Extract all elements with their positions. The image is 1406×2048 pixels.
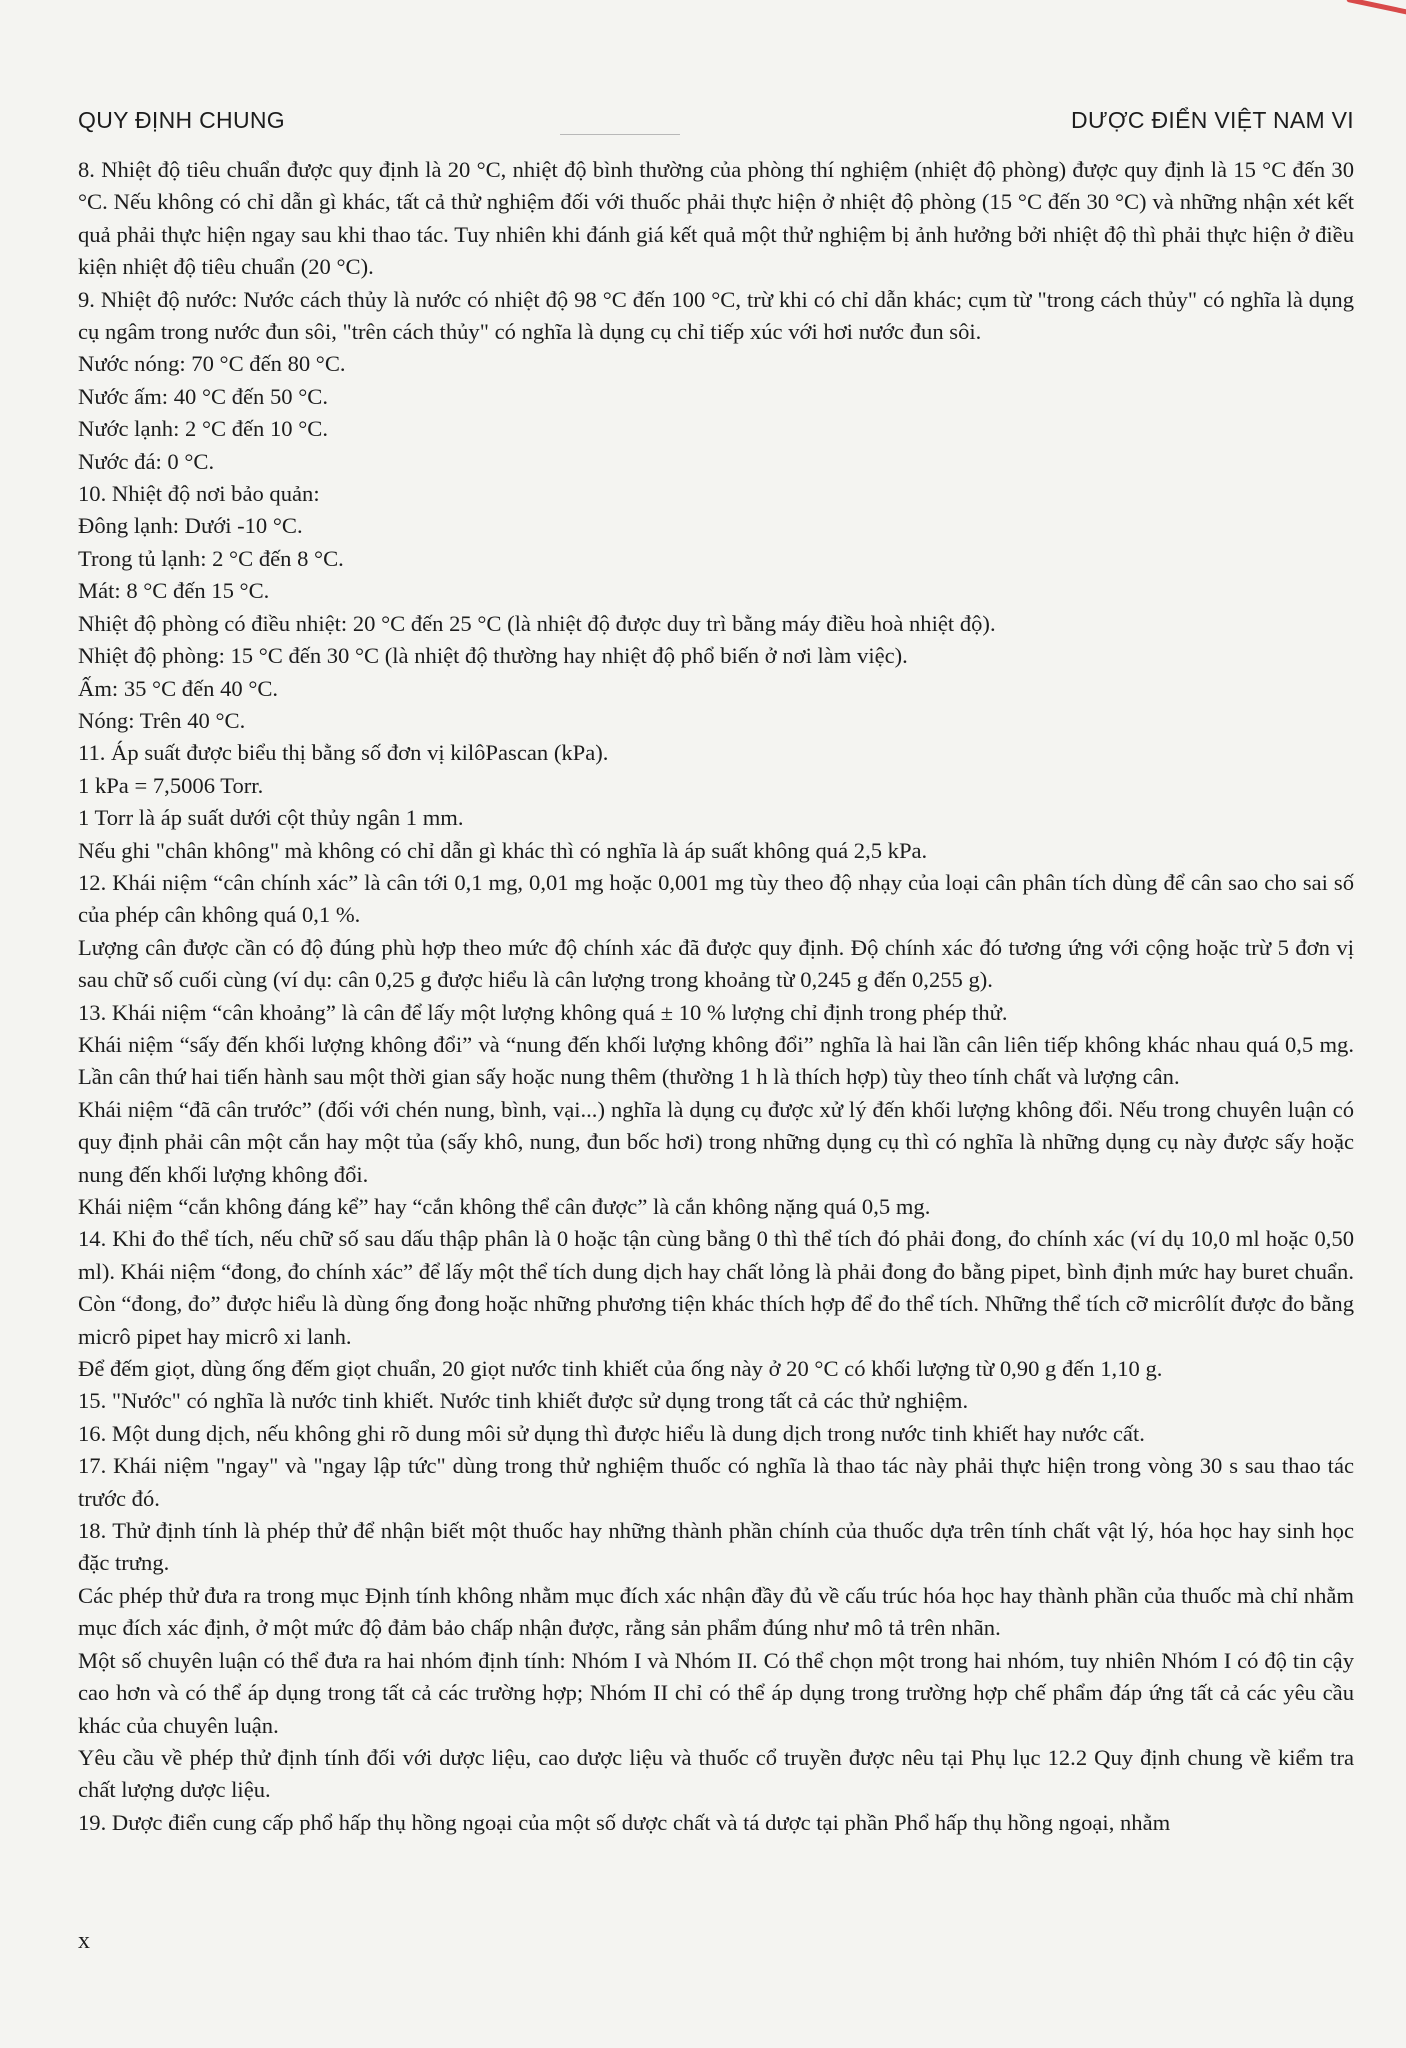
running-header (78, 100, 1354, 134)
paragraph: Để đếm giọt, dùng ống đếm giọt chuẩn, 20 giọt nước tinh khiết của ống này ở 20 °C có khối lượng từ 0,90 g đến 1,10 g. (78, 1356, 1163, 1382)
paragraph: Nước đá: 0 °C. (78, 448, 215, 474)
paragraph: Mát: 8 °C đến 15 °C. (78, 578, 270, 604)
paragraph: Các phép thử đưa ra trong mục Định tính không nhằm mục đích xác nhận đầy đủ về cấu trúc hóa học hay thành phần của thuốc mà chỉ nhằm mục đích xác định, ở một mức độ đảm bảo chấp nhận được, rằng sản phẩm đúng như mô tả trên nhãn. (78, 1582, 1354, 1641)
paragraph: Khái niệm “đã cân trước” (đối với chén nung, bình, vại...) nghĩa là dụng cụ được xử lý đến khối lượng không đổi. Nếu trong chuyên luận có quy định phải cân một cắn hay một tủa (sấy khô, nung, đun bốc hơi) trong những dụng cụ thì có nghĩa là những dụng cụ này được sấy hoặc nung đến khối lượng không đổi. (78, 1096, 1354, 1187)
paragraph: Trong tủ lạnh: 2 °C đến 8 °C. (78, 545, 344, 571)
paragraph: Ấm: 35 °C đến 40 °C. (78, 675, 279, 701)
page-number: x (78, 1928, 90, 1954)
paragraph: 19. Dược điển cung cấp phổ hấp thụ hồng ngoại của một số dược chất và tá dược tại phần Phổ hấp thụ hồng ngoại, nhằm (78, 1809, 1171, 1835)
paragraph: Khái niệm “sấy đến khối lượng không đổi” và “nung đến khối lượng không đổi” nghĩa là hai lần cân liên tiếp không khác nhau quá 0,5 mg. Lần cân thứ hai tiến hành sau một thời gian sấy hoặc nung thêm (thường 1 h là thích hợp) tùy theo tính chất và lượng cân. (78, 1031, 1354, 1090)
document-page (78, 100, 1354, 1839)
paragraph: Nếu ghi "chân không" mà không có chỉ dẫn gì khác thì có nghĩa là áp suất không quá 2,5 kPa. (78, 837, 928, 863)
paragraph: 13. Khái niệm “cân khoảng” là cân để lấy một lượng không quá ± 10 % lượng chỉ định trong phép thử. (78, 999, 1008, 1025)
header-rule (560, 134, 680, 135)
paragraph: Lượng cân được cần có độ đúng phù hợp theo mức độ chính xác đã được quy định. Độ chính xác đó tương ứng với cộng hoặc trừ 5 đơn vị sau chữ số cuối cùng (ví dụ: cân 0,25 g được hiểu là cân lượng trong khoảng từ 0,245 g đến 0,255 g). (78, 934, 1354, 993)
paragraph: Khái niệm “cắn không đáng kể” hay “cắn không thể cân được” là cắn không nặng quá 0,5 mg. (78, 1194, 931, 1219)
paragraph: 15. "Nước" có nghĩa là nước tinh khiết. Nước tinh khiết được sử dụng trong tất cả các thử nghiệm. (78, 1388, 969, 1414)
paragraph: 14. Khi đo thể tích, nếu chữ số sau dấu thập phân là 0 hoặc tận cùng bằng 0 thì thể tích đó phải đong, đo chính xác (ví dụ 10,0 ml hoặc 0,50 ml). Khái niệm “đong, đo chính xác” để lấy một thể tích dung dịch hay chất lỏng là phải đong đo bằng pipet, bình định mức hay buret chuẩn. Còn “đong, đo” được hiểu là dùng ống đong hoặc những phương tiện khác thích hợp để đo thể tích. Những thể tích cỡ micrôlít được đo bằng micrô pipet hay micrô xi lanh. (78, 1226, 1354, 1349)
paragraph: Nóng: Trên 40 °C. (78, 707, 246, 733)
header-book-title: DƯỢC ĐIỂN VIỆT NAM VI (1071, 107, 1354, 133)
paragraph: Nhiệt độ phòng: 15 °C đến 30 °C (là nhiệt độ thường hay nhiệt độ phổ biến ở nơi làm việc). (78, 643, 908, 669)
corner-scan-mark (1346, 0, 1406, 24)
header-section-title: QUY ĐỊNH CHUNG (78, 107, 285, 133)
paragraph: 12. Khái niệm “cân chính xác” là cân tới 0,1 mg, 0,01 mg hoặc 0,001 mg tùy theo độ nhạy của loại cân phân tích dùng để cân sao cho sai số của phép cân không quá 0,1 %. (78, 869, 1354, 928)
paragraph: Yêu cầu về phép thử định tính đối với dược liệu, cao dược liệu và thuốc cổ truyền được nêu tại Phụ lục 12.2 Quy định chung về kiểm tra chất lượng dược liệu. (78, 1744, 1354, 1803)
paragraph: 8. Nhiệt độ tiêu chuẩn được quy định là 20 °C, nhiệt độ bình thường của phòng thí nghiệm (nhiệt độ phòng) được quy định là 15 °C đến 30 °C. Nếu không có chỉ dẫn gì khác, tất cả thử nghiệm đối với thuốc phải thực hiện ở nhiệt độ phòng (15 °C đến 30 °C) và những nhận xét kết quả phải thực hiện ngay sau khi thao tác. Tuy nhiên khi đánh giá kết quả một thử nghiệm bị ảnh hưởng bởi nhiệt độ thì phải thực hiện ở điều kiện nhiệt độ tiêu chuẩn (20 °C). (78, 157, 1354, 280)
paragraph: 10. Nhiệt độ nơi bảo quản: (78, 481, 320, 507)
paragraph: 9. Nhiệt độ nước: Nước cách thủy là nước có nhiệt độ 98 °C đến 100 °C, trừ khi có chỉ dẫn khác; cụm từ "trong cách thủy" có nghĩa là dụng cụ ngâm trong nước đun sôi, "trên cách thủy" có nghĩa là dụng cụ chỉ tiếp xúc với hơi nước đun sôi. (78, 286, 1354, 345)
paragraph: Nước ấm: 40 °C đến 50 °C. (78, 383, 328, 409)
paragraph: Nước nóng: 70 °C đến 80 °C. (78, 351, 346, 377)
paragraph: 1 kPa = 7,5006 Torr. (78, 772, 264, 798)
paragraph: Nhiệt độ phòng có điều nhiệt: 20 °C đến 25 °C (là nhiệt độ được duy trì bằng máy điều hoà nhiệt độ). (78, 610, 996, 636)
paragraph: Đông lạnh: Dưới -10 °C. (78, 513, 303, 539)
paragraph: Nước lạnh: 2 °C đến 10 °C. (78, 416, 328, 442)
paragraph: 18. Thử định tính là phép thử để nhận biết một thuốc hay những thành phần chính của thuốc dựa trên tính chất vật lý, hóa học hay sinh học đặc trưng. (78, 1518, 1354, 1576)
paragraph: Một số chuyên luận có thể đưa ra hai nhóm định tính: Nhóm I và Nhóm II. Có thể chọn một trong hai nhóm, tuy nhiên Nhóm I có độ tin cậy cao hơn và có thể áp dụng trong tất cả các trường hợp; Nhóm II chỉ có thể áp dụng trong trường hợp chế phẩm đáp ứng tất cả các yêu cầu khác của chuyên luận. (78, 1647, 1354, 1738)
paragraph: 16. Một dung dịch, nếu không ghi rõ dung môi sử dụng thì được hiểu là dung dịch trong nước tinh khiết hay nước cất. (78, 1420, 1145, 1446)
paragraph: 11. Áp suất được biểu thị bằng số đơn vị kilôPascan (kPa). (78, 740, 609, 766)
paragraph: 1 Torr là áp suất dưới cột thủy ngân 1 mm. (78, 805, 464, 831)
paragraph: 17. Khái niệm "ngay" và "ngay lập tức" dùng trong thử nghiệm thuốc có nghĩa là thao tác này phải thực hiện trong vòng 30 s sau thao tác trước đó. (78, 1453, 1354, 1511)
body-text (78, 154, 1354, 1839)
